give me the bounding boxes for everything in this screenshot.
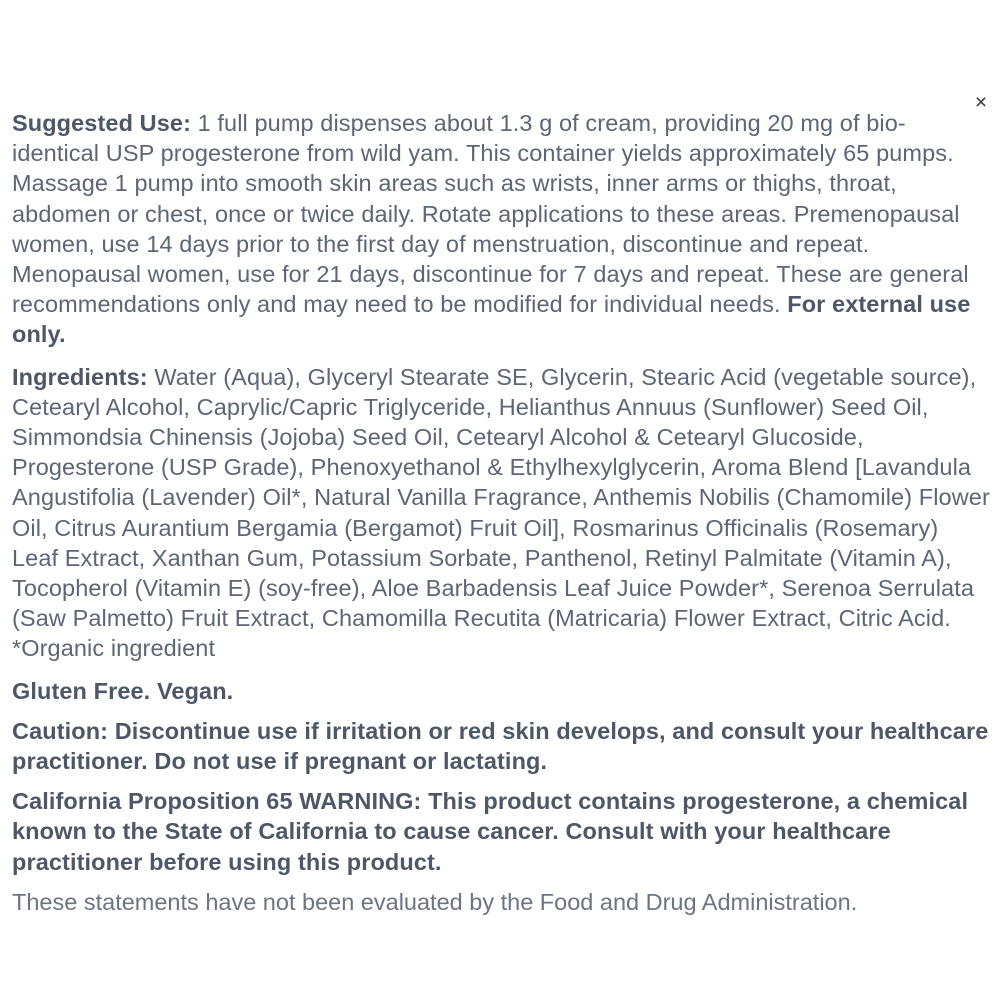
ingredients-label: Ingredients: <box>12 363 148 390</box>
suggested-use-text: 1 full pump dispenses about 1.3 g of cream, providing 20 mg of bio-identical USP progesterone from wild yam. This container yields approximately 65 pumps. Massage 1 pump into smooth skin areas such as wrists, inner arms or thighs, throat, abdomen or chest, once or twice daily. Rotate applications to these areas. Premenopausal women, use 14 days prior to the first day of menstruation, discontinue and repeat. Menopausal women, use for 21 days, discontinue for 7 days and repeat. These are general recommendations only and may need to be modified for individual needs. <box>12 110 969 318</box>
clipped-disclaimer-text: These statements have not been evaluated by the Food and Drug Administration. <box>12 888 858 915</box>
gluten-free-vegan-text: Gluten Free. Vegan. <box>12 677 234 704</box>
suggested-use-paragraph <box>12 108 990 350</box>
suggested-use-label: Suggested Use: <box>12 110 191 136</box>
caution-text: Discontinue use if irritation or red skin develops, and consult your healthcare practitioner. Do not use if pregnant or lactating. <box>12 717 989 775</box>
prop65-warning-text: California Proposition 65 WARNING: This product contains progesterone, a chemical known to the State of California to cause cancer. Consult with your healthcare practitioner before using this product. <box>12 788 969 875</box>
close-icon[interactable]: × <box>974 91 988 114</box>
external-use-only-text: For external use only. <box>12 291 971 348</box>
caution-label: Caution: <box>12 717 109 744</box>
caution-paragraph <box>12 716 990 776</box>
ingredients-paragraph <box>12 362 990 664</box>
ingredients-text: Water (Aqua), Glyceryl Stearate SE, Glycerin, Stearic Acid (vegetable source), Cetearyl Alcohol, Caprylic/Capric Triglyceride, Helianthus Annuus (Sunflower) Seed Oil, Simmondsia Chinensis (Jojoba) Seed Oil, Cetearyl Alcohol & Cetearyl Glucoside, Progesterone (USP Grade), Phenoxyethanol & Ethylhexylglycerin, Aroma Blend [Lavandula Angustifolia (Lavender) Oil*, Natural Vanilla Fragrance, Anthemis Nobilis (Chamomile) Flower Oil, Citrus Aurantium Bergamia (Bergamot) Fruit Oil], Rosmarinus Officinalis (Rosemary) Leaf Extract, Xanthan Gum, Potassium Sorbate, Panthenol, Retinyl Palmitate (Vitamin A), Tocopherol (Vitamin E) (soy-free), Aloe Barbadensis Leaf Juice Powder*, Serenoa Serrulata (Saw Palmetto) Fruit Extract, Chamomilla Recutita (Matricaria) Flower Extract, Citric Acid. *Organic ingredient <box>12 363 990 662</box>
